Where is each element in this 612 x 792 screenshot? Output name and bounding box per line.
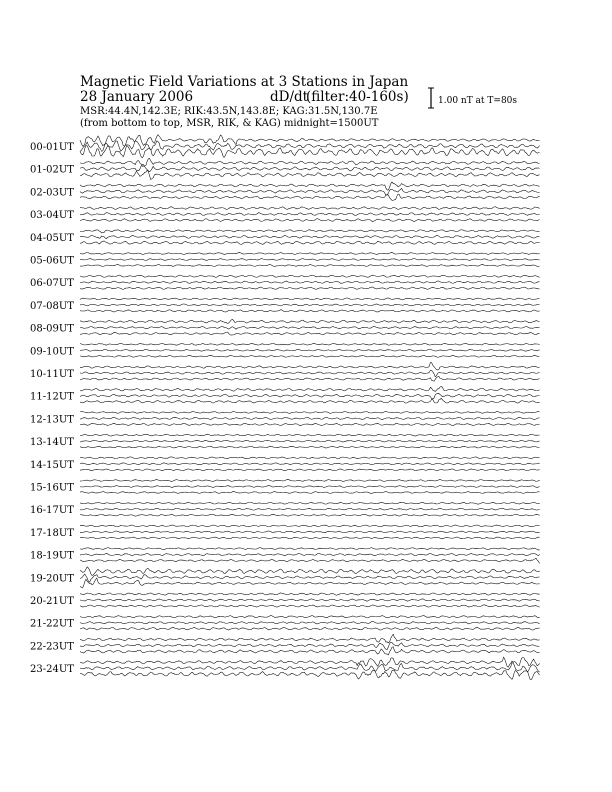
hour-label: 15-16UT — [30, 482, 74, 494]
hour-label: 23-24UT — [30, 664, 74, 676]
hour-label: 11-12UT — [30, 391, 74, 403]
hour-label: 06-07UT — [30, 278, 74, 290]
station-order-note: (from bottom to top, MSR, RIK, & KAG) midnight=1500UT — [80, 118, 379, 129]
chart-date: 28 January 2006 — [80, 89, 194, 105]
hour-label: 09-10UT — [30, 346, 74, 358]
hour-label: 14-15UT — [30, 459, 74, 471]
hour-label: 20-21UT — [30, 596, 74, 607]
hour-label: 08-09UT — [30, 323, 74, 335]
hour-label: 05-06UT — [30, 255, 74, 267]
hour-label: 16-17UT — [30, 505, 74, 517]
hour-label: 21-22UT — [30, 618, 74, 630]
hour-label: 02-03UT — [30, 187, 74, 199]
chart-component: dD/dt — [270, 89, 309, 105]
hour-label: 03-04UT — [30, 210, 74, 222]
hour-label: 12-13UT — [30, 414, 74, 426]
hour-label: 22-23UT — [30, 641, 74, 653]
hour-label: 19-20UT — [30, 573, 74, 585]
hour-label: 04-05UT — [30, 232, 74, 244]
scale-bar-label: 1.00 nT at T=80s — [438, 96, 518, 106]
hour-label: 13-14UT — [30, 437, 74, 449]
hour-label: 10-11UT — [30, 369, 74, 380]
chart-filter: (filter:40-160s) — [306, 89, 409, 105]
chart-title: Magnetic Field Variations at 3 Stations in Japan — [80, 74, 409, 90]
hour-label: 00-01UT — [30, 142, 74, 153]
hour-label: 17-18UT — [30, 527, 74, 539]
hour-label: 01-02UT — [30, 164, 74, 176]
hour-label: 07-08UT — [30, 300, 74, 312]
hour-label: 18-19UT — [30, 550, 74, 562]
station-coordinates: MSR:44.4N,142.3E; RIK:43.5N,143.8E; KAG:31.5N,130.7E — [80, 106, 378, 117]
